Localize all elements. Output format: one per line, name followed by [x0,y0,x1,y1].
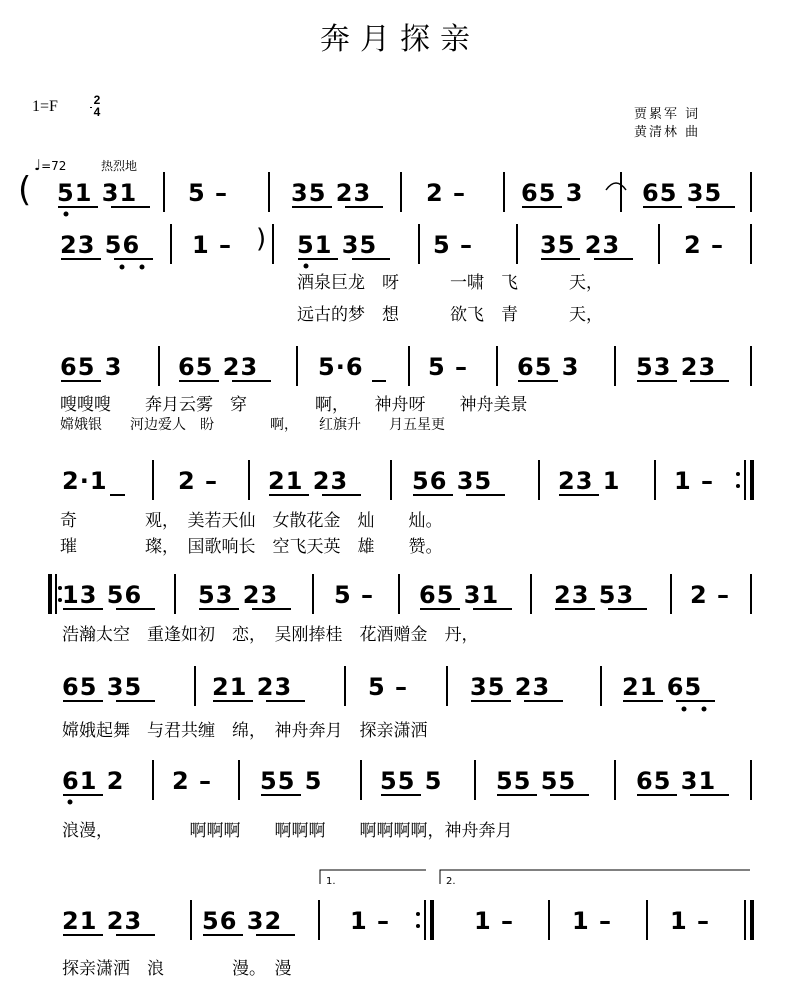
measure-7: 23 56 [60,231,141,259]
measure-22: 56 35 [412,467,493,495]
measure-10: 5 – [433,231,474,259]
measure-15: 5·6 [318,353,364,381]
measure-29: 23 53 [554,581,635,609]
measure-25: 13 56 [62,581,143,609]
measure-28: 65 31 [419,581,500,609]
measure-4: 2 – [426,179,467,207]
measure-8: 1 – [192,231,233,259]
tempo-marking [34,156,66,174]
ending-2-label: 2. [446,876,456,887]
measure-42: 21 23 [62,907,143,935]
measure-34: 35 23 [470,673,551,701]
quarter-note-icon: ♩ [34,156,42,174]
lyric-verse-1: 酒泉巨龙 呀 一啸 飞 天， [297,273,603,293]
lyric-line: 浪漫， 啊啊啊 啊啊啊 啊啊啊啊，神舟奔月 [62,821,513,841]
expression-marking: 热烈地 [101,159,138,173]
measure-35: 21 65 [622,673,703,701]
opening-parenthesis: ( [18,170,32,210]
measure-13: 65 3 [60,353,123,381]
time-signature-top: 2 [93,93,101,107]
measure-33: 5 – [368,673,409,701]
measure-40: 55 55 [496,767,577,795]
measure-38: 55 5 [260,767,323,795]
time-signature-bottom: 4 [93,105,101,119]
measure-30: 2 – [690,581,731,609]
notation-marks [0,906,800,956]
lyric-verse-1: 嗖嗖嗖 奔月云雾 穿 啊， 神舟呀 神舟美景 [60,395,528,415]
measure-18: 53 23 [636,353,717,381]
lyric-verse-2: 远古的梦 想 欲飞 青 天， [297,305,603,325]
measure-23: 23 1 [558,467,621,495]
key-signature: 1=F [32,98,58,115]
notation-marks [0,178,800,228]
measure-16: 5 – [428,353,469,381]
measure-20: 2 – [178,467,219,495]
measure-31: 65 35 [62,673,143,701]
measure-12: 2 – [684,231,725,259]
lyric-verse-2: 嫦娥银 河边爱人 盼 啊， 红旗升 月五星更 [60,417,445,433]
lyricist-credit: 贾累军 词 [634,107,701,122]
measure-39: 55 5 [380,767,443,795]
measure-44: 1 – [350,907,391,935]
measure-11: 35 23 [540,231,621,259]
measure-47: 1 – [670,907,711,935]
lyric-line: 嫦娥起舞 与君共缠 绵， 神舟奔月 探亲潇洒 [62,721,428,741]
measure-14: 65 23 [178,353,259,381]
notation-marks [0,766,800,816]
measure-9: 51 35 [297,231,378,259]
measure-26: 53 23 [198,581,279,609]
measure-32: 21 23 [212,673,293,701]
measure-43: 56 32 [202,907,283,935]
measure-3: 35 23 [291,179,372,207]
lyric-line: 浩瀚太空 重逢如初 恋， 吴刚捧桂 花酒赠金 丹， [62,625,479,645]
tempo-value: =72 [41,159,67,173]
ending-1-label: 1. [326,876,336,887]
notation-marks [0,672,800,722]
closing-parenthesis: ) [256,224,267,254]
measure-36: 61 2 [62,767,125,795]
lyric-verse-2: 璀 璨， 国歌响长 空飞天英 雄 赞。 [60,537,443,557]
measure-21: 21 23 [268,467,349,495]
measure-17: 65 3 [517,353,580,381]
measure-41: 65 31 [636,767,717,795]
lyric-verse-1: 奇 观， 美若天仙 女散花金 灿 灿。 [60,511,443,531]
measure-6: 65 35 [642,179,723,207]
measure-2: 5 – [188,179,229,207]
song-title: 奔月探亲 [320,22,480,57]
measure-5: 65 3 [521,179,584,207]
composer-credit: 黄清林 曲 [634,125,701,140]
measure-24: 1 – [674,467,715,495]
measure-45: 1 – [474,907,515,935]
time-signature-line [90,107,92,108]
measure-19: 2·1 [62,467,108,495]
measure-1: 51 31 [57,179,138,207]
time-signature [90,94,104,118]
measure-37: 2 – [172,767,213,795]
lyric-line: 探亲潇洒 浪 漫。 漫 [62,959,292,979]
measure-46: 1 – [572,907,613,935]
measure-27: 5 – [334,581,375,609]
